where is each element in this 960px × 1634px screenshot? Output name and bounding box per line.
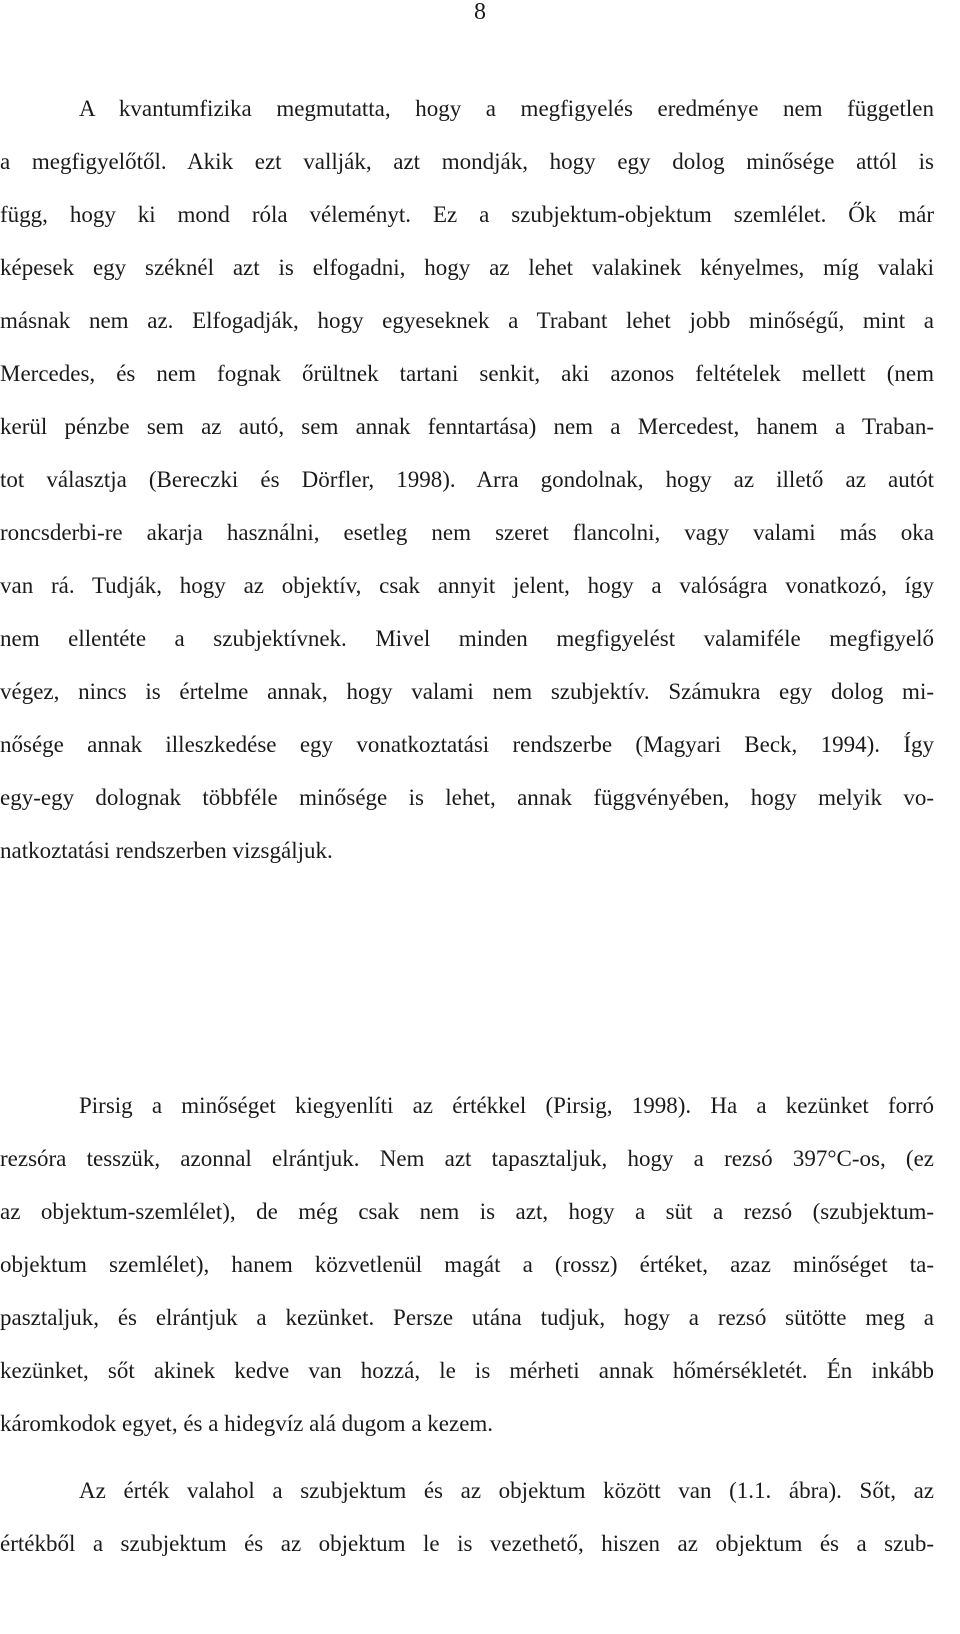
text-line: kerül pénzbe sem az autó, sem annak fenntartása) nem a Mercedest, hanem a Traban-: [0, 414, 934, 439]
page-number: 8: [474, 0, 486, 25]
text-line: objektum szemlélet), hanem közvetlenül magát a (rossz) értéket, azaz minőséget ta-: [0, 1252, 934, 1277]
text-line: A kvantumfizika megmutatta, hogy a megfigyelés eredménye nem független: [79, 96, 934, 121]
text-line: rezsóra tesszük, azonnal elrántjuk. Nem azt tapasztaljuk, hogy a rezsó 397°C-os, (ez: [0, 1146, 934, 1171]
paragraph-value-between: [0, 1464, 960, 1570]
text-line: tot választja (Bereczki és Dörfler, 1998). Arra gondolnak, hogy az illető az autót: [0, 467, 934, 492]
paragraph-quantum-physics: [0, 82, 960, 877]
text-line: az objektum-szemlélet), de még csak nem is azt, hogy a süt a rezsó (szubjektum-: [0, 1199, 934, 1224]
text-line: Pirsig a minőséget kiegyenlíti az értékkel (Pirsig, 1998). Ha a kezünket forró: [79, 1093, 934, 1118]
text-line: végez, nincs is értelme annak, hogy valami nem szubjektív. Számukra egy dolog mi-: [0, 679, 934, 704]
text-line: Mercedes, és nem fognak őrültnek tartani senkit, aki azonos feltételek mellett (nem: [0, 361, 934, 386]
text-line: roncsderbi-re akarja használni, esetleg nem szeret flancolni, vagy valami más oka: [0, 520, 934, 545]
text-line: káromkodok egyet, és a hidegvíz alá dugom a kezem.: [0, 1411, 494, 1436]
text-line: másnak nem az. Elfogadják, hogy egyeseknek a Trabant lehet jobb minőségű, mint a: [0, 308, 934, 333]
text-line: kezünket, sőt akinek kedve van hozzá, le is mérheti annak hőmérsékletét. Én inkább: [0, 1358, 934, 1383]
paragraph-pirsig-quality: [0, 1079, 960, 1450]
text-line: van rá. Tudják, hogy az objektív, csak annyit jelent, hogy a valóságra vonatkozó, így: [0, 573, 934, 598]
text-line: értékből a szubjektum és az objektum le is vezethető, hiszen az objektum és a szub-: [0, 1531, 934, 1556]
text-line: függ, hogy ki mond róla véleményt. Ez a szubjektum-objektum szemlélet. Ők már: [0, 202, 934, 227]
text-line: egy-egy dolognak többféle minősége is lehet, annak függvényében, hogy melyik vo-: [0, 785, 934, 810]
text-line: pasztaljuk, és elrántjuk a kezünket. Persze utána tudjuk, hogy a rezsó sütötte meg a: [0, 1305, 934, 1330]
text-line: Az érték valahol a szubjektum és az objektum között van (1.1. ábra). Sőt, az: [79, 1478, 934, 1503]
text-line: nem ellentéte a szubjektívnek. Mivel minden megfigyelést valamiféle megfigyelő: [0, 626, 934, 651]
text-line: natkoztatási rendszerben vizsgáljuk.: [0, 838, 333, 863]
text-line: képesek egy széknél azt is elfogadni, hogy az lehet valakinek kényelmes, míg valaki: [0, 255, 934, 280]
text-line: nősége annak illeszkedése egy vonatkoztatási rendszerbe (Magyari Beck, 1994). Így: [0, 732, 934, 757]
text-line: a megfigyelőtől. Akik ezt vallják, azt mondják, hogy egy dolog minősége attól is: [0, 149, 934, 174]
